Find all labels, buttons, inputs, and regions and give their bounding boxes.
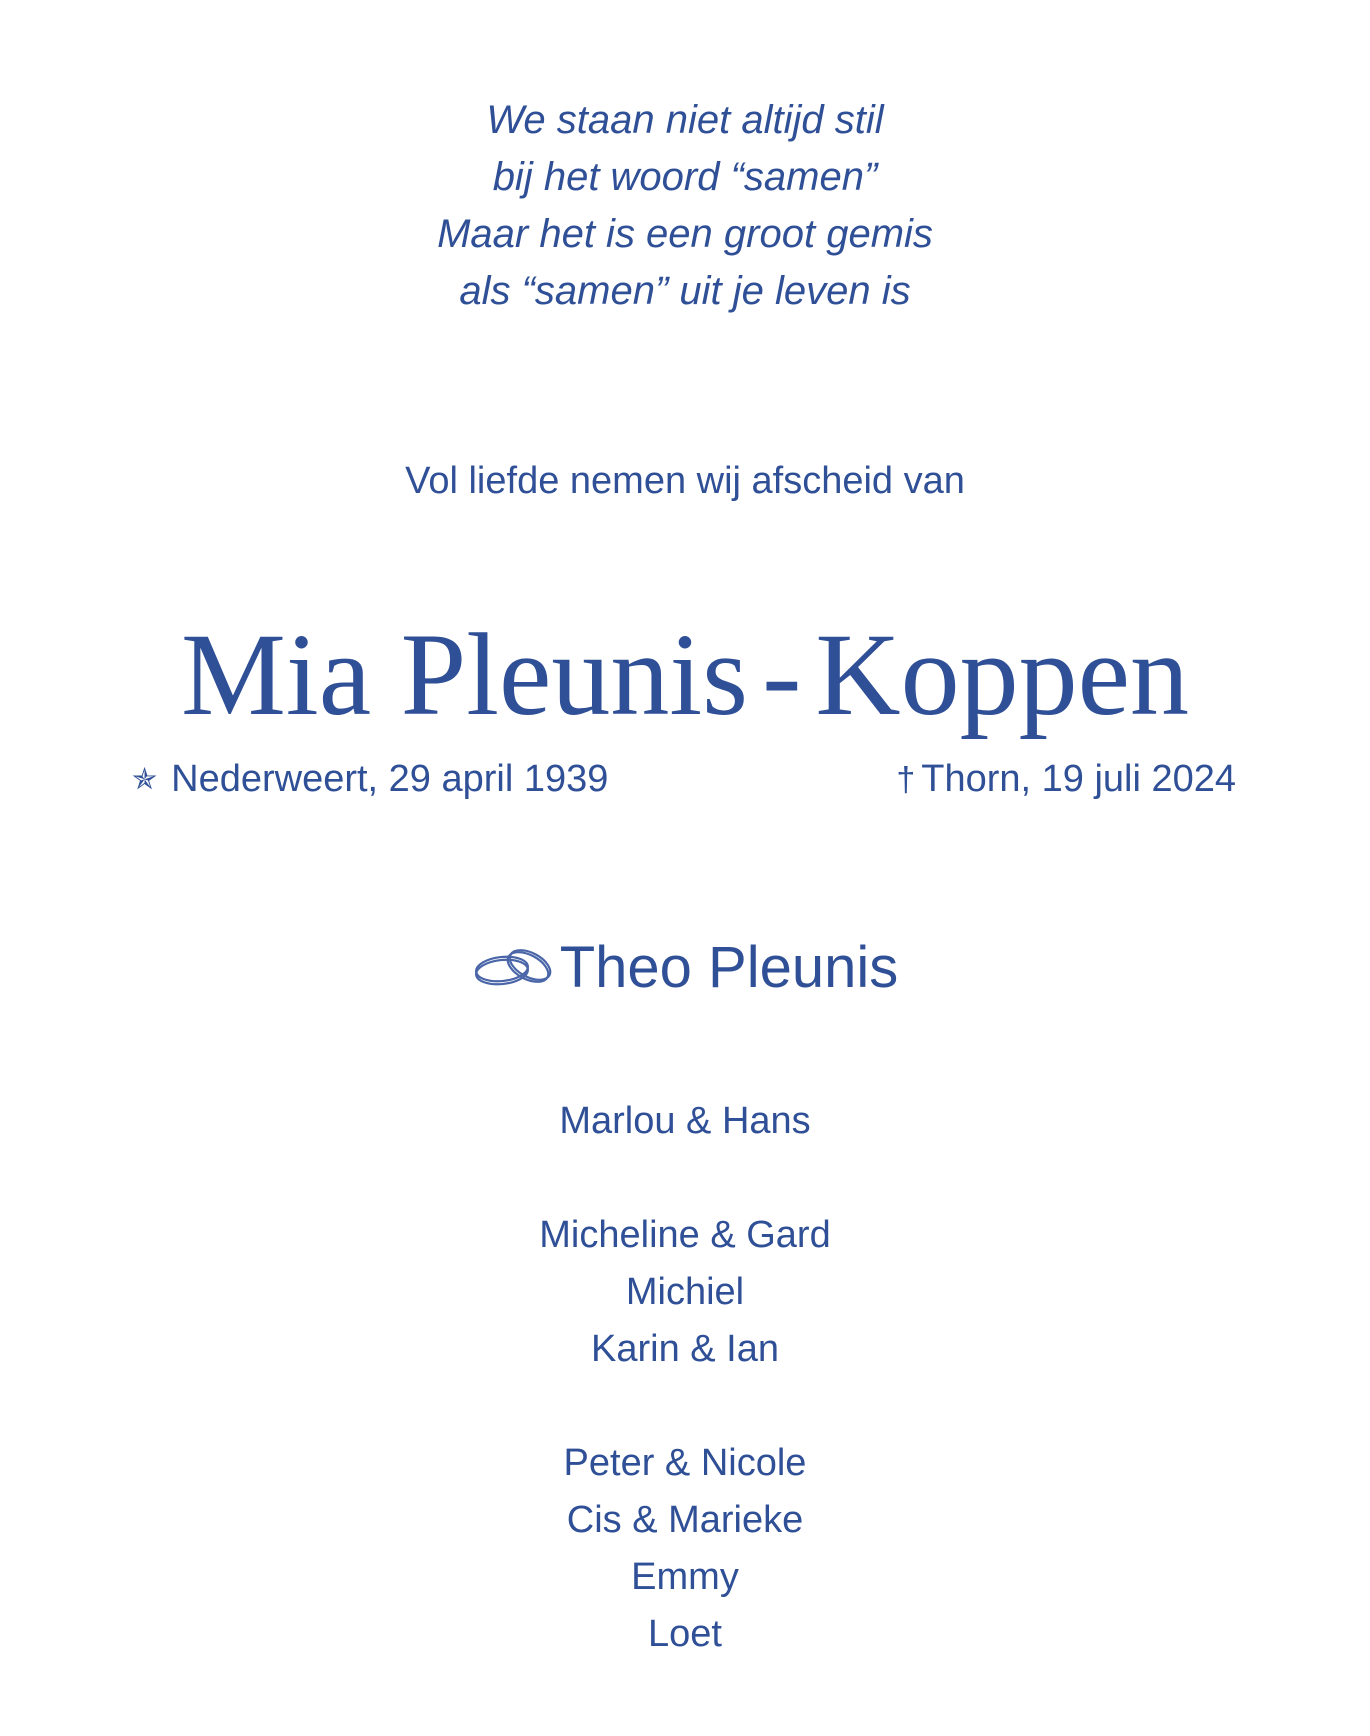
cross-icon: † — [896, 761, 916, 799]
family-member: Peter & Nicole — [563, 1442, 807, 1484]
family-member: Loet — [648, 1613, 722, 1655]
star-icon: ✯ — [132, 763, 158, 796]
poem-line: bij het woord “samen” — [492, 155, 878, 199]
death-text: Thorn, 19 juli 2024 — [921, 758, 1236, 800]
poem — [0, 92, 1370, 320]
poem-line: Maar het is een groot gemis — [437, 212, 933, 256]
family-member: Karin & Ian — [591, 1328, 779, 1370]
birth-info — [132, 752, 608, 806]
family-member: Micheline & Gard — [539, 1214, 831, 1256]
deceased-name-first: Mia Pleunis — [181, 609, 749, 740]
name-separator: - — [762, 609, 802, 740]
poem-line: We staan niet altijd stil — [486, 98, 884, 142]
family-group — [0, 1093, 1370, 1150]
spouse-name: Theo Pleunis — [559, 935, 899, 1000]
wedding-rings-icon — [472, 943, 558, 991]
birth-text: Nederweert, 29 april 1939 — [171, 758, 609, 800]
family-member: Emmy — [631, 1556, 739, 1598]
poem-line: als “samen” uit je leven is — [459, 269, 911, 313]
deceased-name-second: Koppen — [815, 609, 1189, 740]
family-member: Michiel — [625, 1271, 745, 1313]
intro-text: Vol liefde nemen wij afscheid van — [405, 460, 965, 502]
family-member: Marlou & Hans — [559, 1100, 811, 1142]
family-list — [0, 1093, 1370, 1663]
deceased-name — [0, 605, 1370, 745]
family-member: Cis & Marieke — [566, 1499, 804, 1541]
family-group — [0, 1435, 1370, 1663]
spouse — [0, 930, 1370, 1006]
death-info — [896, 752, 1236, 806]
family-group — [0, 1207, 1370, 1378]
